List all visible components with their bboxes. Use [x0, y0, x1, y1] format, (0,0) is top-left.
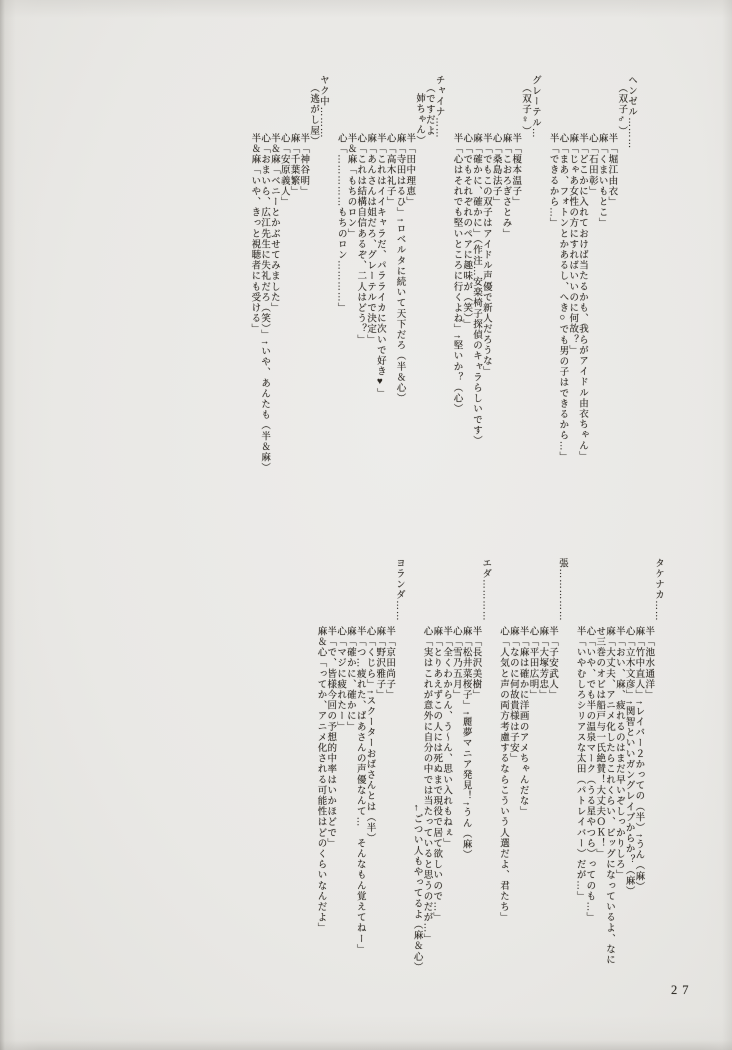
section-yolanda	[315, 558, 403, 970]
text-column: 半「神谷明」	[298, 133, 309, 197]
text-column: 麻「くまいもとこ」	[596, 133, 607, 229]
text-column: 心「マジに疲れたー」	[335, 626, 346, 732]
text-column: 麻「なのに何故貴様は子安」	[507, 626, 518, 764]
text-column: 心「おまいら、広江先生に失礼だろ（笑）」↑いや、あんたも（半＆麻）	[259, 133, 270, 474]
section-chang	[497, 558, 566, 970]
text-column: 半「つ…疲れた、ばあさんの声優なんて… そんなもん覚えてねー」	[354, 626, 365, 955]
text-column: 半「どこかに入れておけば当たるかも、我らがアイドル由衣ちゃん」	[577, 133, 588, 462]
text-column: 半「で、皆様今回の予想的中率はいかほどで」	[325, 626, 336, 849]
text-column: 麻「確かに、確かに」	[344, 626, 355, 732]
section-title: ヘンゼル………	[626, 75, 636, 150]
text-column: 麻「とりあえずこの人には死ぬまで現役で居て欲しいので…」	[431, 626, 442, 923]
section-title: グレーテル…	[529, 75, 540, 139]
section-china	[335, 75, 443, 475]
text-column: 心「くじら」↑スクーターおばさんとは（半）	[364, 626, 375, 844]
section-title: タケナカ……	[653, 558, 663, 622]
text-column: 麻＆心「ってか、アニメ化される可能性はどのくらいなんだよ」	[315, 626, 326, 934]
text-column: 半「でもこの双子はアイドル声優で新人だろうな」	[480, 133, 491, 377]
text-column: 半「子安武人」	[547, 626, 558, 701]
section-eda	[411, 558, 491, 973]
text-column: 麻「千葉繁」	[288, 133, 299, 197]
text-column: 半「心はそれでも堅いところに行くよね」↑堅いか？（心）	[451, 133, 462, 415]
text-column: 半＆麻「ベニーとかぶせてみました」	[268, 133, 279, 314]
section-note: （双子♀）	[520, 83, 531, 137]
text-column: 半「これはイイキャラだ、パラライカに次いで好き♥」	[374, 133, 385, 399]
text-column: 半「京田尚子」	[384, 626, 395, 701]
section-takenaka	[574, 558, 662, 970]
text-column: 半＆麻「いや、きっと視聴者にも受ける」	[249, 133, 260, 335]
text-column: 心「平田広明」	[527, 626, 538, 701]
section-yakuchuu	[249, 75, 327, 475]
page-number: 27	[671, 983, 694, 997]
text-column: 心「……………もちのロン…………」	[335, 133, 346, 314]
section-title: 張……………	[556, 558, 567, 622]
text-column: 麻「あんさんは姐だろ、グレーテルで決定」	[365, 133, 376, 345]
text-column: 半「長沢美樹」	[470, 626, 481, 701]
margin-annotation: ←ごつい人もやってるよ（麻＆心）	[411, 803, 422, 973]
text-column: 半「榎本温子」	[510, 133, 521, 208]
text-column: 半「できるから…」	[547, 133, 558, 229]
section-note: 姉ちゃん）	[414, 93, 425, 146]
section-note: （ですだよ	[423, 83, 434, 136]
section-title: ヨランダ……	[393, 558, 404, 622]
text-column: 麻「大塚芳忠」	[537, 626, 548, 701]
text-column: 心「雪乃五月」	[450, 626, 461, 701]
text-column: 心「まあ、フォトンとかあるし、へき○でも男の子はできるから…」	[557, 133, 568, 463]
section-gretel	[451, 75, 539, 475]
text-column: 心「これは結構自信あるぞ、二人はどう？」	[355, 133, 366, 345]
text-column: 麻「松井菜桜子」↑麗夢マニア発見！↑うん（麻）	[460, 626, 471, 861]
text-column: 半「田中理恵」	[404, 133, 415, 208]
text-column: 麻「確かに、確かに」（作注…安楽椅子探偵のキャラらしいです）	[471, 133, 482, 447]
text-column: 心「石田彰」	[586, 133, 597, 197]
text-column: 麻「じゃあ女性の方にすればいいのに何故？」	[567, 133, 578, 356]
text-column: 麻「野沢雅子」	[374, 626, 385, 701]
section-title: ヤク中………	[317, 75, 328, 139]
text-column: 半「堀江由衣」	[606, 133, 617, 208]
text-column: 半「全くわからん、う〜ん、思い入れもねぇ」	[441, 626, 452, 849]
text-block-upper	[249, 75, 635, 475]
section-title: エダ…………	[480, 558, 491, 622]
text-column: 心「いや、でも半の温泉マーク（うる星やつら）ってのも…」	[584, 626, 595, 923]
text-column: 心「安原義人」	[278, 133, 289, 208]
text-column: 心「立木文彦」↑関智といいガングレイブからか？（麻）	[623, 626, 634, 897]
text-column: 心「高木礼子」	[384, 133, 395, 208]
text-column: 半「いやむしろシリアスな太田（パトレイバー）だが…」	[574, 626, 585, 902]
text-column: 心「でもそれぞれのペアに趣味が（笑）」	[461, 133, 472, 330]
text-column: 心「桑島法子」	[490, 133, 501, 208]
section-title: チャイナ……	[433, 75, 444, 139]
text-column: 心「人気と声の両方考慮するならこういう人選だよ、君たち」	[498, 626, 509, 923]
text-block-lower	[315, 558, 663, 973]
text-column: 麻「大丈夫、アニメ化したらこれくらい、ビッグになっているよ、なにせ三巻のオビは船戸与一氏絶賛！大丈夫ＯＫ！」	[594, 626, 615, 966]
text-column: 心「実はこれが意外に自分の中では当たっていると思うのだが…」	[421, 626, 432, 944]
text-column: 麻「こおろぎさとみ」	[500, 133, 511, 239]
text-column: 半「おい、麻、疲れるのはまだ早いぞしっかりしろ」	[613, 626, 624, 881]
text-column: 半「麻は確かに洋画のアメちゃんだな」	[517, 626, 528, 817]
section-note: （逃がし屋）	[308, 83, 319, 147]
text-column: 半「池水通洋」	[643, 626, 654, 701]
section-note: （双子♂）	[616, 83, 627, 137]
text-column: 麻「寺田はるひ」↑ロベルタに続いて天下だろ（半＆心）	[394, 133, 405, 404]
text-column: 半＆麻「もちのロン」	[345, 133, 356, 239]
section-hansel	[547, 75, 635, 475]
text-column: 麻「竹中直人」↑レイバー２かっての（半）↑うん（麻）	[633, 626, 644, 893]
